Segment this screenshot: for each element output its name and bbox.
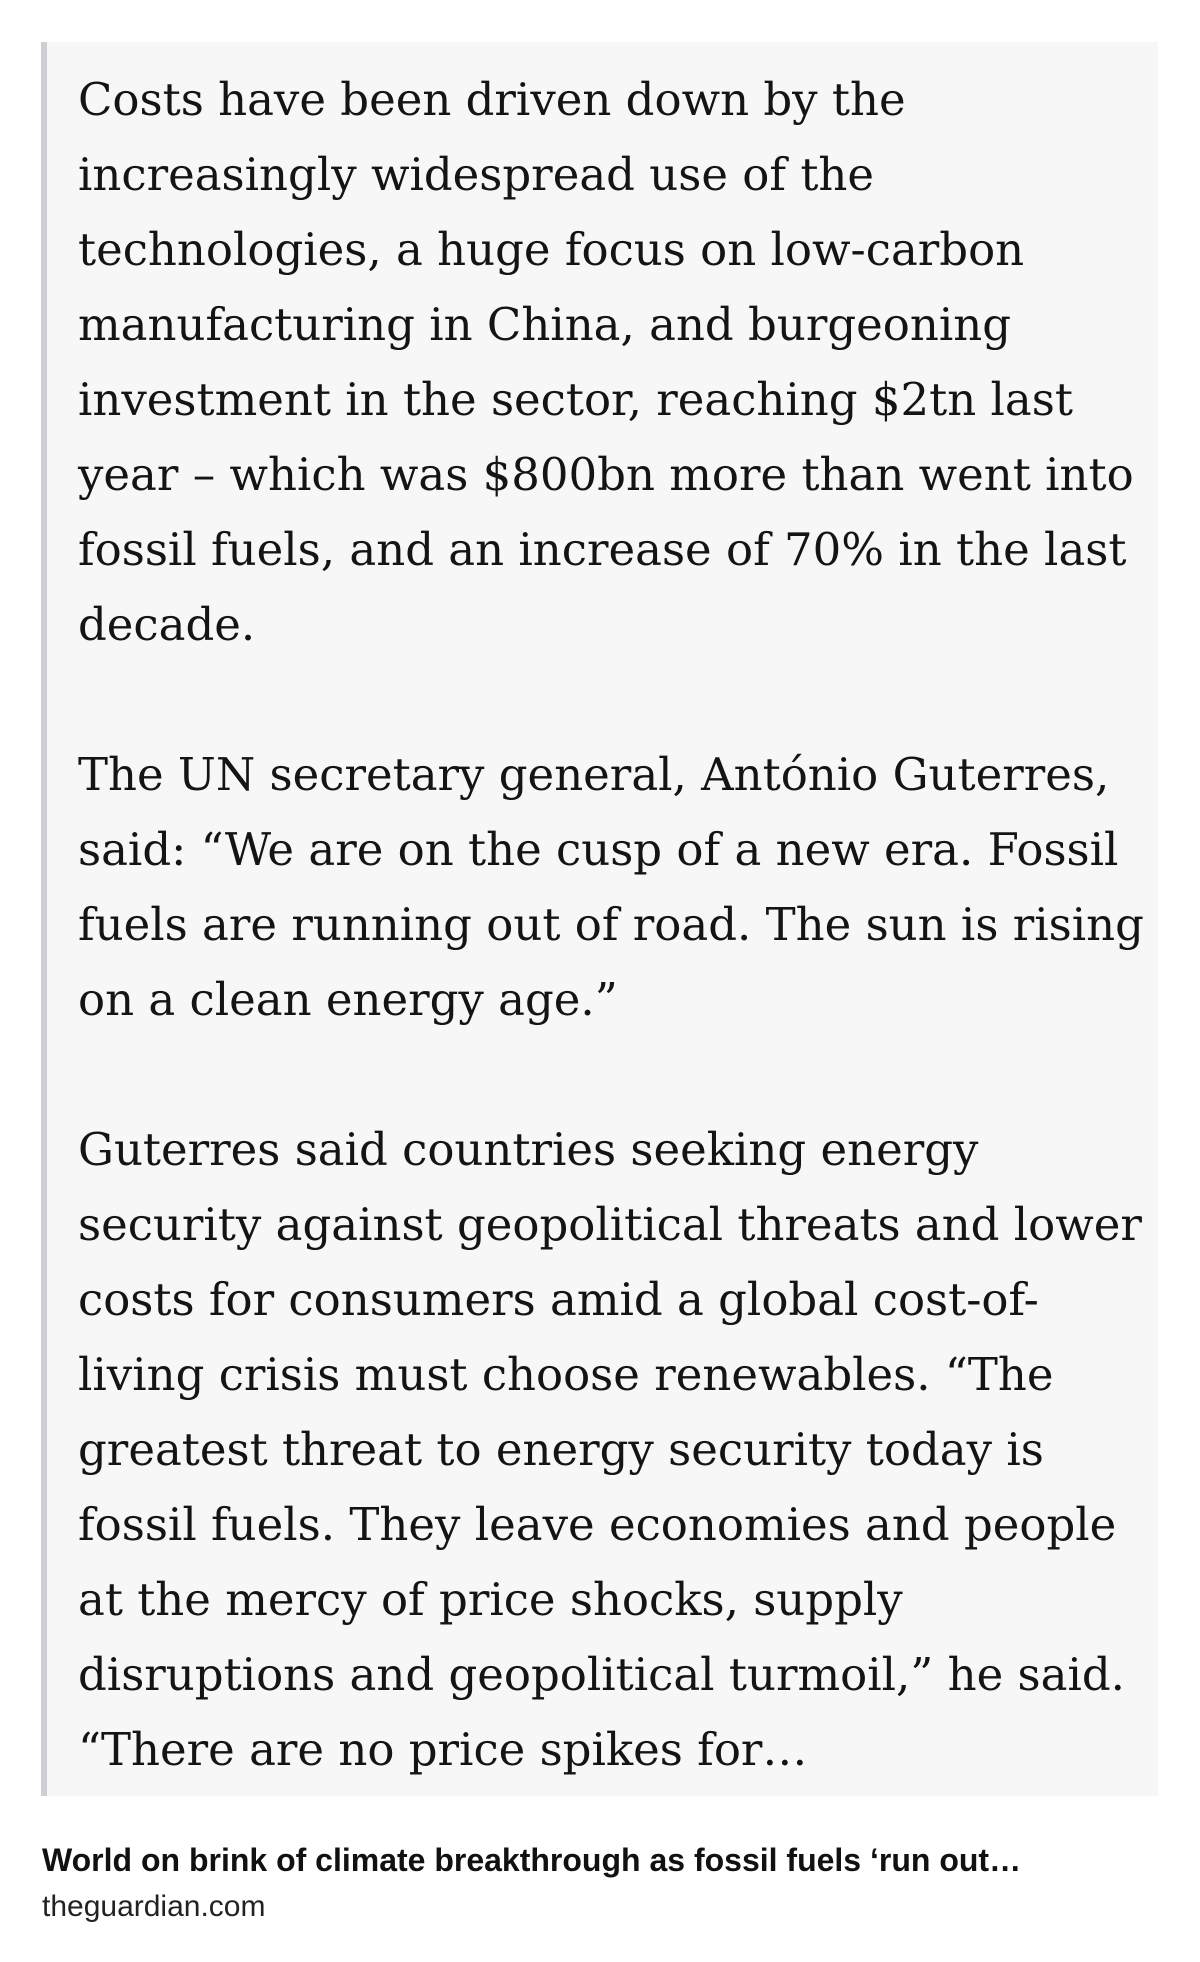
quote-paragraph-2: The UN secretary general, António Guterres, said: “We are on the cusp of a new era. Fossil fuels are running out of road. The sun is rising on a clean energy age.” (78, 748, 1144, 1026)
quote-card (41, 42, 1158, 1796)
quote-paragraph-1: Costs have been driven down by the increasingly widespread use of the technologies, a huge focus on low-carbon manufacturing in China, and burgeoning investment in the sector, reaching $2tn last year – which was $800bn more than went into fossil fuels, and an increase of 70% in the last decade. (78, 73, 1134, 651)
quote-paragraph-3: Guterres said countries seeking energy security against geopolitical threats and lower costs for consumers amid a global cost-of-living crisis must choose renewables. “The greatest threat to energy security today is fossil fuels. They leave economies and people at the mercy of price shocks, supply disruptions and geopolitical turmoil,” he said. “There are no price spikes for… (78, 1123, 1142, 1776)
quote-text (78, 62, 1148, 1787)
link-preview[interactable] (42, 1840, 1162, 1926)
link-preview-domain: theguardian.com (42, 1890, 266, 1923)
link-preview-title[interactable]: World on brink of climate breakthrough as fossil fuels ‘run out… (42, 1842, 1022, 1878)
